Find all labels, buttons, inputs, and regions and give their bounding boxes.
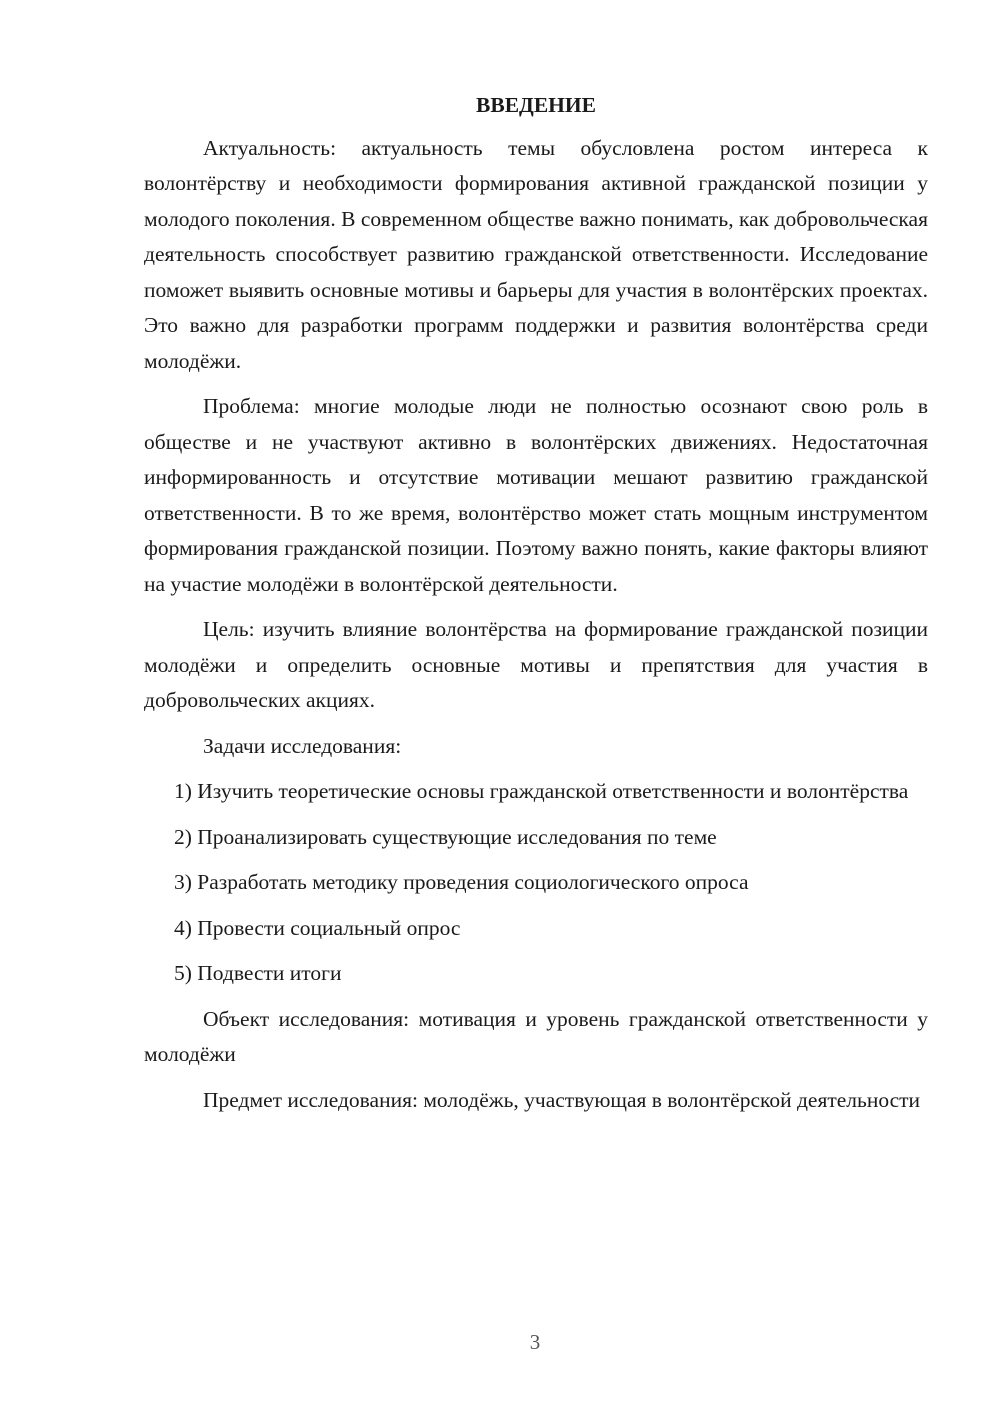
page-title: ВВЕДЕНИЕ bbox=[476, 93, 596, 117]
relevance-paragraph: Актуальность: актуальность темы обусловлена ростом интереса к волонтёрству и необходимости формирования активной гражданской позиции у молодого поколения. В современном обществе важно понимать, как добровольческая деятельность способствует развитию гражданской ответственности. Исследование поможет выявить основные мотивы и барьеры для участия в волонтёрских проектах. Это важно для разработки программ поддержки и развития волонтёрства среди молодёжи. bbox=[144, 135, 928, 373]
task-item: 3) Разработать методику проведения социологического опроса bbox=[174, 870, 749, 894]
subject-paragraph: Предмет исследования: молодёжь, участвующая в волонтёрской деятельности bbox=[203, 1087, 921, 1112]
page-number: 3 bbox=[529, 1330, 541, 1354]
goal-paragraph: Цель: изучить влияние волонтёрства на формирование гражданской позиции молодёжи и определить основные мотивы и препятствия для участия в добровольческих акциях. bbox=[144, 617, 928, 712]
tasks-list bbox=[144, 774, 928, 992]
task-item: 5) Подвести итоги bbox=[174, 961, 342, 985]
problem-paragraph: Проблема: многие молодые люди не полностью осознают свою роль в обществе и не участвуют активно в волонтёрских движениях. Недостаточная информированность и отсутствие мотивации мешают развитию гражданской ответственности. В то же время, волонтёрство может стать мощным инструментом формирования гражданской позиции. Поэтому важно понять, какие факторы влияют на участие молодёжи в волонтёрской деятельности. bbox=[144, 394, 928, 596]
task-item: 4) Провести социальный опрос bbox=[174, 915, 461, 940]
tasks-heading: Задачи исследования: bbox=[203, 733, 402, 758]
object-paragraph: Объект исследования: мотивация и уровень гражданской ответственности у молодёжи bbox=[144, 1006, 928, 1066]
task-item: 1) Изучить теоретические основы гражданской ответственности и волонтёрства bbox=[174, 779, 909, 803]
task-item: 2) Проанализировать существующие исследования по теме bbox=[174, 824, 717, 849]
document-page bbox=[144, 88, 928, 1128]
